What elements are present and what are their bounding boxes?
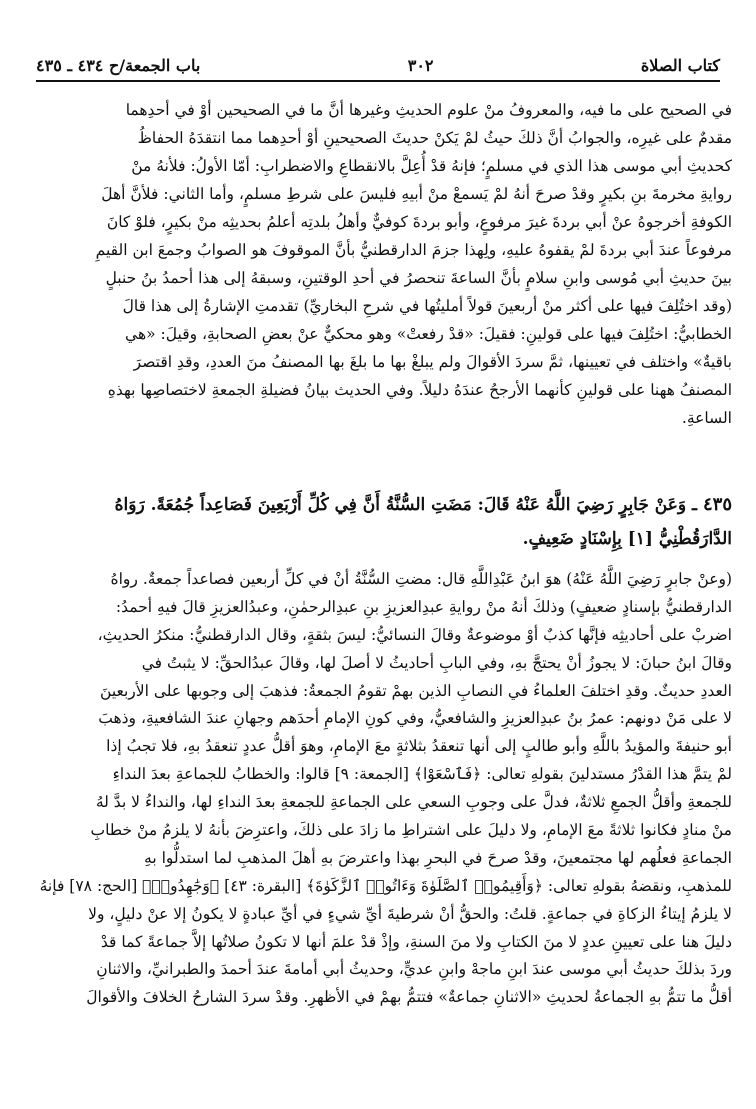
book-title: كتاب الصلاة bbox=[640, 55, 720, 75]
text-line: للجمعةِ وأقلُّ الجمعِ ثلاثةٌ، فدلَّ على وجوبِ السعي على الجماعةِ للجمعةِ بعدَ النداءِ لها، والنداءُ لا بدَّ لهُ bbox=[95, 793, 732, 812]
text-line: باقيةٌ» واختلف في تعيينها، ثمَّ سردَ الأقوالَ ولم يبلغْ بها ما بلغَ بها المصنفُ منَ العددِ، وقدِ اقتصرَ bbox=[133, 353, 732, 371]
commentary-main bbox=[39, 566, 732, 1012]
chapter-title: باب الجمعة/ح ٤٣٤ ـ ٤٣٥ bbox=[36, 55, 201, 75]
commentary-top bbox=[44, 96, 732, 432]
header-divider bbox=[36, 80, 720, 82]
hadith-line-1 bbox=[44, 488, 732, 522]
text-line: المصنفُ ههنا على قولينِ كأنهما الأرجحُ عندَهُ دليلاً. وفي الحديث بيانُ فضيلةِ الجمعةِ لاختصاصِها بهذهِ bbox=[107, 381, 732, 399]
text-line: بينَ حديثِ أبي مُوسى وابنِ سلامٍ بأنَّ الساعةَ تنحصرُ في أحدِ الوقتينِ، وسبقهُ إلى هذا أحمدُ بنُ حنبلٍ bbox=[105, 269, 732, 287]
text-line: أبو حنيفةَ والمؤيدُ باللَّهِ وأبو طالبٍ إلى أنها تنعقدُ بثلاثةٍ معَ الإمامِ، وهوَ أقلُّ عددٍ تنعقدُ بهِ، فلا تجبُ إذا bbox=[106, 737, 732, 756]
text-line: الدارقطنيُّ بإسنادٍ ضعيفٍ) وذلكَ أنهُ منْ روايةِ عبدِالعزيزِ بنِ عبدِالرحمٰنِ، وعبدُالعزيزِ قالَ فيهِ أحمدُ: bbox=[115, 597, 732, 616]
text-line: وردَ بذلكَ حديثُ أبي موسى عندَ ابنِ ماجهْ وابنِ عديٍّ، وحديثُ أبي أمامةَ عندَ أحمدَ والطبرانيِّ، والاثنانِ bbox=[96, 960, 732, 979]
text-line: للمذهبِ، ونقضهُ بقولهِ تعالى: ﴿وَأَقِيمُوا۟ ٱلصَّلَوٰةَ وَءَاتُوا۟ ٱلزَّكَوٰةَ﴾ [البقرة: ٤٣] ﴿وَجَٰهِدُوا۟﴾ [الحج: ٧٨] فإنهُ bbox=[39, 876, 732, 895]
hadith-number: ٤٣٥ bbox=[702, 494, 732, 515]
text-line: روايةِ مخرمةَ بنِ بكيرٍ وقدْ صرحَ أنهُ لمْ يَسمعْ منْ أبيهِ فليسَ على شرطِ مسلمٍ، وأما الثاني: فلأنَّ أهلَ bbox=[101, 185, 732, 203]
hadith-text bbox=[44, 488, 732, 556]
text-line: الجماعةِ فعلُهم لها مجتمعينَ، وقدْ صرحَ في البحرِ بهذا واعترضَ بهِ أهلَ المذهبِ لما استدلُّوا بهِ bbox=[144, 848, 732, 867]
text-line: أقلُّ ما تتمُّ بهِ الجماعةُ لحديثِ «الاثنانِ جماعةٌ» فتتمُّ بهمْ في الأظهرِ. وقدْ سردَ الشارحُ الخلافَ والأقوالَ bbox=[86, 988, 732, 1007]
text-line: كحديثِ أبي موسى هذا الذي في مسلمٍ؛ فإنهُ قدْ أُعِلَّ بالانقطاعِ والاضطرابِ: أمّا الأولُ: فلأنهُ منْ bbox=[131, 157, 732, 175]
hadith-line-2: الدَّارَقُطْنِيُّ [١] بِإِسْنَادٍ ضَعِيفٍ. bbox=[522, 529, 732, 549]
text-line: الكوفةِ أخرجوهُ عنْ أبي بردةَ غيرَ مرفوعٍ، وأبو بردةَ كوفيٌّ وأهلُ بلدتِه أعلمُ بحديثِه منْ بكيرٍ، فلوْ كانَ bbox=[106, 213, 732, 231]
text-line: منْ منادٍ فكانوا ثلاثةً معَ الإمامِ، ولا دليلَ على اشتراطِ ما زادَ على ذلكَ، واعترِضَ بأنهُ لا يلزمُ منْ خطابِ bbox=[90, 821, 732, 840]
text-line: اضربْ على أحاديثِه فإنَّها كذبٌ أوْ موضوعةٌ وقالَ النسائيُّ: ليسَ بثقةٍ، وقال الدارقطنيُّ: منكرُ الحديثِ، bbox=[97, 625, 732, 644]
text-line: (وقد اختُلِفَ فيها على أكثر منْ أربعينَ قولاً أمليتُها في شرحِ البخاريِّ) تقدمتِ الإشارةُ إلى هذا قالَ bbox=[122, 297, 732, 315]
text-line: لا يلزمُ إيتاءُ الزكاةِ في جماعةٍ. قلتُ: والحقُّ أنْ شرطيةَ أيِّ شيءٍ في أيِّ عبادةٍ لا يكونُ إلا عنْ دليلٍ، ولا bbox=[88, 904, 732, 923]
page-number: ٣٠٢ bbox=[407, 55, 434, 75]
text-line: وقالَ ابنُ حبانَ: لا يجوزُ أنْ يحتجَّ بهِ، وفي البابِ أحاديثُ لا أصلَ لها، وقالَ عبدُالحقِّ: لا يثبتُ في bbox=[141, 653, 732, 672]
text-line: مقدمٌ على غيرِه، والجوابُ أنَّ ذلكَ حيثُ لمْ يَكنْ حديثَ الصحيحينِ أوْ أحدِهما مما انتقدَهُ الحفاظُ bbox=[137, 129, 732, 147]
text-line: دليلَ هنا على تعيينِ عددٍ لا منَ الكتابِ ولا منَ السنةِ، وإذْ قدْ علمَ أنها لا تكونُ صلاتُها إلاَّ جماعةً كما قدْ bbox=[100, 932, 732, 951]
text-line: لمْ يتمَّ هذا القدْرُ مستدلينَ بقولهِ تعالى: ﴿فَٱسْعَوْا﴾ [الجمعة: ٩] قالوا: والخطابُ للجماعةِ بعدَ النداءِ bbox=[112, 765, 732, 784]
hadith-line-1-text: ـ وَعَنْ جَابِرٍ رَضِيَ اللَّهُ عَنْهُ قَالَ: مَضَتِ السُّنَّةُ أَنَّ فِي كُلِّ أَرْبَعِينَ فَصَاعِداً جُمُعَةً. رَوَاهُ bbox=[114, 495, 697, 515]
text-line: الخطابيُّ: اختُلِفَ فيها على قولينِ: فقيلَ: «قدْ رفعتْ» وهو محكيٌّ عنْ بعضِ الصحابةِ، وقيلَ: «هي bbox=[125, 325, 732, 343]
text-line: لا على مَنْ دونهم: عمرُ بنُ عبدِالعزيزِ والشافعيُّ، وفي كونِ الإمامِ أحدَهم وجهانِ عندَ الشافعيةِ، وذهبَ bbox=[98, 709, 732, 728]
text-line: في الصحيح على ما فيه، والمعروفُ منْ علوم الحديثِ وغيرها أنَّ ما في الصحيحين أوْ في أحدِهما bbox=[125, 101, 732, 119]
text-line: (وعنْ جابرٍ رَضِيَ اللَّهُ عَنْهُ) هوَ ابنُ عَبْدِاللَّهِ قال: مضتِ السُّنَّةُ أنْ في كلِّ أربعين فصاعداً جمعةٌ. رواهُ bbox=[110, 570, 732, 588]
text-line: مرفوعاً عندَ أبي بردةَ لمْ يقفوهُ عليهِ، ولِهذا جزمَ الدارقطنيُّ بأنَّ الموقوفَ هو الصوابُ وجمعَ ابن القيمِ bbox=[95, 241, 732, 259]
page-header bbox=[36, 50, 720, 80]
text-line: العددِ حديثٌ. وقدِ اختلفَ العلماءُ في النصابِ الذين بهمْ تقومُ الجمعةُ: فذهبَ إلى وجوبها على الأربعينَ bbox=[100, 681, 732, 700]
text-line: الساعةِ. bbox=[681, 409, 732, 427]
